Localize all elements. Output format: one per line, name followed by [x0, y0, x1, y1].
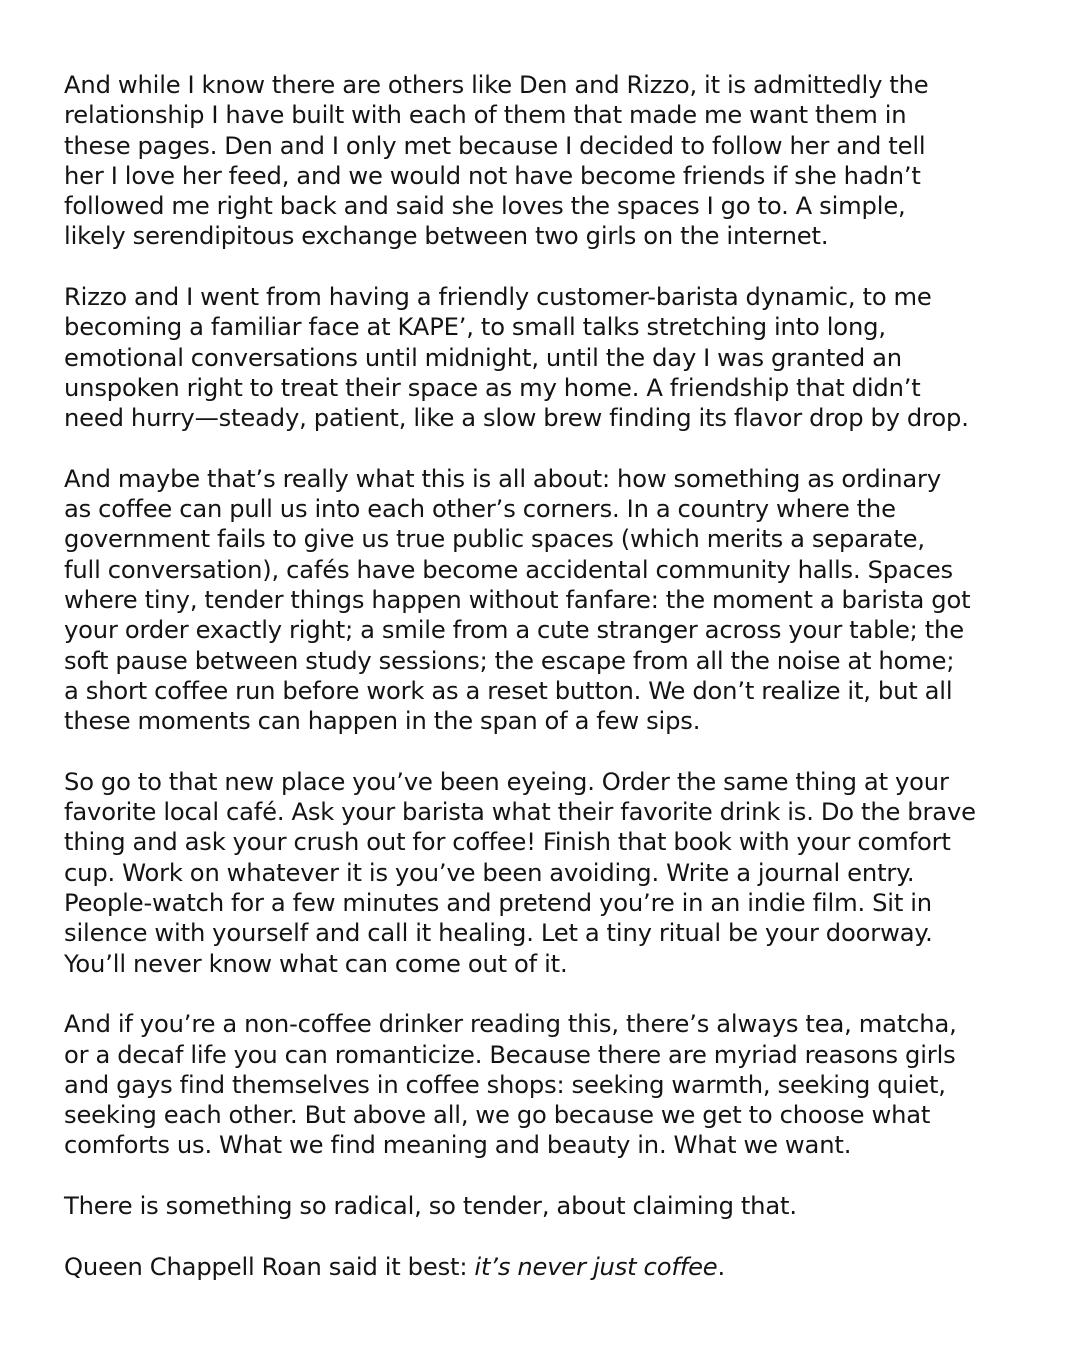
paragraph-go-to-cafe: So go to that new place you’ve been eyeing. Order the same thing at your favorite local café. Ask your barista what their favorite drink is. Do the brave thing and ask your crush out for coffee! Finish that book with your comfort cup. Work on whatever it is you’ve been avoiding. Write a journal entry. People-watch for a few minutes and pretend you’re in an indie film. Sit in silence with yourself and call it healing. Let a tiny ritual be your doorway. You’ll never know what can come out of it. — [64, 767, 976, 978]
document-page — [64, 70, 1024, 1282]
paragraph-closing-quote — [64, 1252, 1024, 1282]
closing-lead-text: Queen Chappell Roan said it best: — [64, 1252, 475, 1281]
paragraph-coffee-community: And maybe that’s really what this is all about: how something as ordinary as coffee can pull us into each other’s corners. In a country where the government fails to give us true public spaces (which merits a separate, full conversation), cafés have become accidental community halls. Spaces where tiny, tender things happen without fanfare: the moment a barista got your order exactly right; a smile from a cute stranger across your table; the soft pause between study sessions; the escape from all the noise at home; a short coffee run before work as a reset button. We don’t realize it, but all these moments can happen in the span of a few sips. — [64, 464, 971, 736]
paragraph-radical-tender: There is something so radical, so tender, about claiming that. — [64, 1191, 797, 1220]
paragraph-den-and-rizzo: And while I know there are others like Den and Rizzo, it is admittedly the relationship I have built with each of them that made me want them in these pages. Den and I only met because I decided to follow her and tell her I love her feed, and we would not have become friends if she hadn’t followed me right back and said she loves the spaces I go to. A simple, likely serendipitous exchange between two girls on the internet. — [64, 71, 929, 251]
closing-quote-italic: it’s never just coffee — [474, 1252, 718, 1281]
paragraph-non-coffee-drinker: And if you’re a non-coffee drinker reading this, there’s always tea, matcha, or a decaf life you can romanticize. Because there are myriad reasons girls and gays find themselves in coffee shops: seeking warmth, seeking quiet, seeking each other. But above all, we go because we get to choose what comforts us. What we find meaning and beauty in. What we want. — [64, 1010, 957, 1160]
closing-period: . — [717, 1252, 726, 1281]
paragraph-rizzo-friendship: Rizzo and I went from having a friendly customer-barista dynamic, to me becoming a familiar face at KAPE’, to small talks stretching into long, emotional conversations until midnight, until the day I was granted an unspoken right to treat their space as my home. A friendship that didn’t need hurry—steady, patient, like a slow brew finding its flavor drop by drop. — [64, 283, 969, 433]
